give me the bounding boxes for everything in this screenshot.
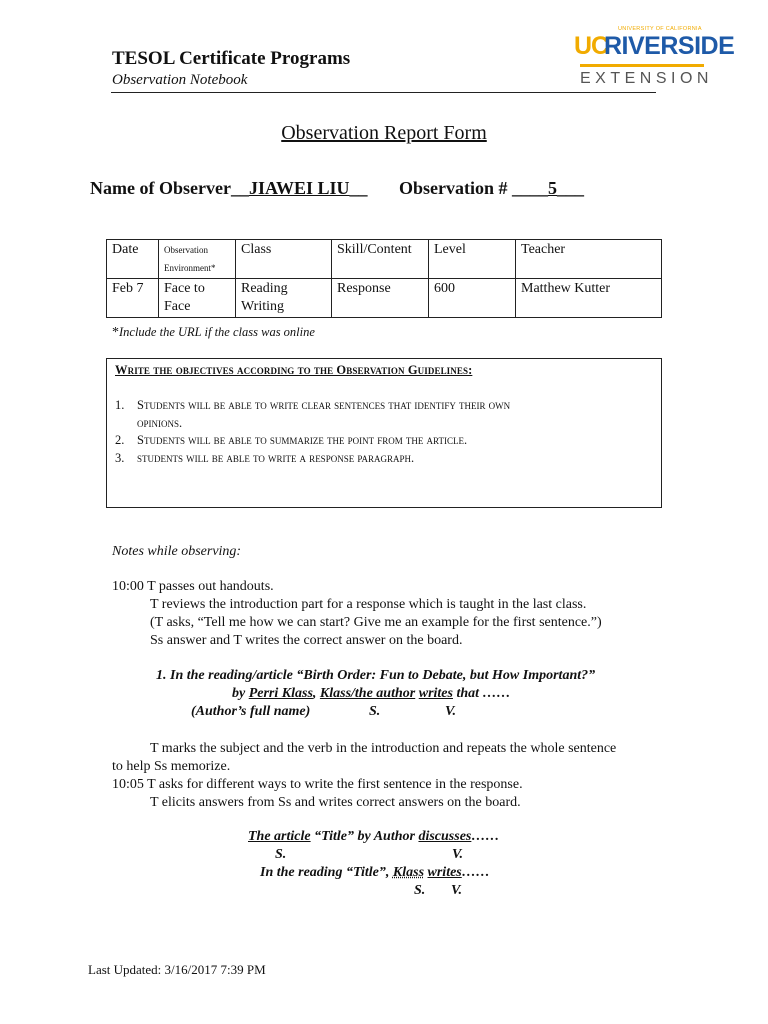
header-environment: Observation Environment*: [159, 240, 236, 279]
example-2-line: The article “Title” by Author discusses……: [248, 829, 500, 844]
program-title: TESOL Certificate Programs: [112, 48, 351, 69]
url-note: *Include the URL if the class was online: [112, 325, 315, 340]
header-teacher: Teacher: [516, 240, 662, 279]
example-1-line-a: 1. In the reading/article “Birth Order: Fun to Debate, but How Important?”: [156, 668, 596, 683]
verb-marker: V.: [445, 704, 457, 719]
verb-marker: V.: [452, 847, 464, 862]
observation-label: Observation #: [398, 178, 508, 198]
observation-info-table: [106, 239, 662, 318]
cell-date: Feb 7: [107, 279, 159, 318]
cell-skill: Response: [332, 279, 429, 318]
example-1-author-note: (Author’s full name): [191, 704, 311, 719]
cell-environment: Face to Face: [159, 279, 236, 318]
subject-marker: S.: [275, 847, 287, 862]
objectives-list: [115, 397, 510, 467]
observation-number: 5: [548, 178, 557, 198]
example-3-line: In the reading “Title”, Klass writes……: [260, 865, 490, 880]
table-header-row: [107, 240, 662, 279]
observer-line: Name of Observer__JIAWEI LIU__ Observation # ____5___: [90, 178, 584, 198]
cell-class: Reading Writing: [236, 279, 332, 318]
subject-marker: S.: [414, 883, 426, 898]
note-line: T reviews the introduction part for a response which is taught in the last class.: [150, 597, 587, 612]
objectives-box: [106, 358, 662, 508]
subject-marker: S.: [369, 704, 381, 719]
note-line: 10:05 T asks for different ways to write the first sentence in the response.: [112, 777, 523, 792]
ucr-extension-logo: UNIVERSITY OF CALIFORNIA UC RIVERSIDE EXTENSION: [574, 26, 735, 87]
list-item: opinions.: [137, 415, 183, 430]
list-item: 2. Students will be able to summarize the point from the article.: [115, 433, 468, 447]
note-line: (T asks, “Tell me how we can start? Give me an example for the first sentence.”): [150, 615, 602, 630]
header-level: Level: [429, 240, 516, 279]
header-class: Class: [236, 240, 332, 279]
observer-label: Name of Observer: [90, 178, 231, 198]
header-date: Date: [107, 240, 159, 279]
observer-name: JIAWEI LIU: [248, 178, 350, 198]
note-line: 10:00 T passes out handouts.: [112, 579, 274, 594]
header-divider: [111, 92, 656, 93]
header-skill: Skill/Content: [332, 240, 429, 279]
cell-teacher: Matthew Kutter: [516, 279, 662, 318]
last-updated-footer: Last Updated: 3/16/2017 7:39 PM: [88, 962, 266, 977]
notebook-subtitle: Observation Notebook: [112, 72, 248, 88]
notes-heading: Notes while observing:: [112, 544, 242, 559]
list-item: 3. students will be able to write a response paragraph.: [115, 450, 415, 465]
note-line: Ss answer and T writes the correct answer on the board.: [150, 633, 463, 648]
table-row: [107, 279, 662, 318]
cell-level: 600: [429, 279, 516, 318]
list-item: 1. Students will be able to write clear sentences that identify their own: [115, 398, 511, 412]
form-title: Observation Report Form: [281, 122, 487, 144]
note-line: T elicits answers from Ss and writes correct answers on the board.: [150, 795, 521, 810]
objectives-heading: Write the objectives according to the Observation Guidelines:: [115, 363, 473, 377]
note-line: to help Ss memorize.: [112, 759, 231, 774]
example-1-line-b: by Perri Klass, Klass/the author writes that ……: [232, 686, 511, 701]
note-line: T marks the subject and the verb in the introduction and repeats the whole sentence: [150, 741, 617, 756]
verb-marker: V.: [451, 883, 463, 898]
